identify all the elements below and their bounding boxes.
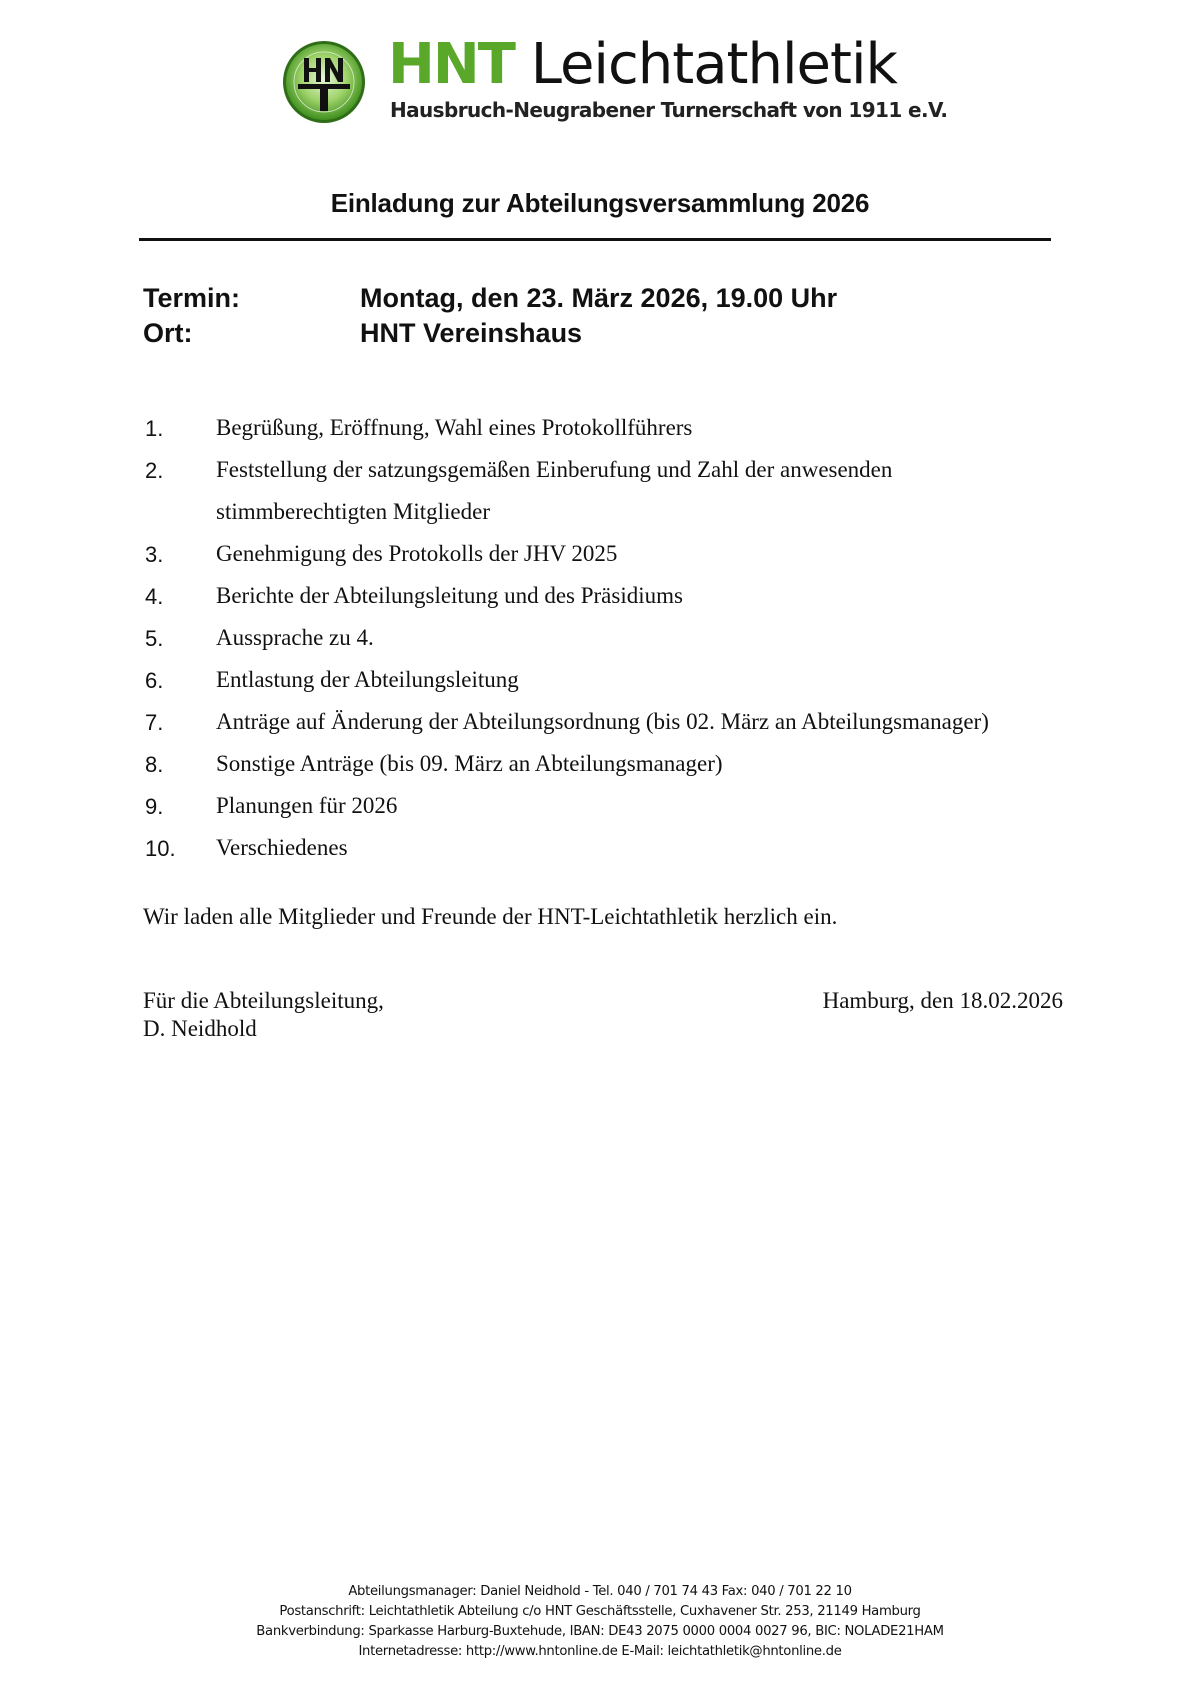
footer-address: Postanschrift: Leichtathletik Abteilung c/o HNT Geschäftsstelle, Cuxhavener Str. 253, 21149 Hamburg (279, 1604, 921, 1619)
agenda-text: Sonstige Anträge (bis 09. März an Abteilungsmanager) (216, 751, 723, 776)
meta-value: Montag, den 23. März 2026, 19.00 Uhr (360, 283, 838, 313)
signature-name: D. Neidhold (143, 1016, 257, 1041)
footer-bank: Bankverbindung: Sparkasse Harburg-Buxtehude, IBAN: DE43 2075 0000 0004 0027 96, BIC: NOLADE21HAM (256, 1624, 944, 1639)
logo-brand: HNT (388, 32, 514, 97)
signature-line-1: Für die Abteilungsleitung, (143, 988, 384, 1013)
agenda-number: 5. (145, 626, 164, 651)
agenda-number: 8. (145, 752, 164, 777)
agenda-number: 7. (145, 710, 164, 735)
letterhead-footer (0, 1582, 1200, 1662)
footer-web-email: Internetadresse: http://www.hntonline.de E-Mail: leichtathletik@hntonline.de (358, 1644, 842, 1659)
club-emblem-icon (282, 40, 366, 124)
logo-subtitle: Hausbruch-Neugrabener Turnerschaft von 1911 e.V. (390, 98, 948, 122)
agenda-number: 10. (145, 836, 176, 861)
agenda-number: 9. (145, 794, 164, 819)
place-date: Hamburg, den 18.02.2026 (822, 988, 1063, 1013)
agenda-number: 2. (145, 458, 164, 483)
meta-label: Termin: (143, 283, 241, 313)
meta-label: Ort: (143, 318, 193, 348)
agenda-text: Entlastung der Abteilungsleitung (216, 667, 519, 692)
agenda-text: Anträge auf Änderung der Abteilungsordnung (bis 02. März an Abteilungsmanager) (216, 709, 989, 734)
agenda-text: Planungen für 2026 (216, 793, 398, 818)
agenda-text: Begrüßung, Eröffnung, Wahl eines Protokollführers (216, 415, 693, 440)
logo-title (388, 32, 897, 98)
agenda-number: 6. (145, 668, 164, 693)
meta-value: HNT Vereinshaus (360, 318, 583, 348)
agenda-text: Berichte der Abteilungsleitung und des Präsidiums (216, 583, 683, 608)
agenda-number: 1. (145, 416, 164, 441)
agenda-text: Feststellung der satzungsgemäßen Einberufung und Zahl der anwesenden stimmberechtigten Mitglieder (216, 457, 893, 524)
agenda-number: 3. (145, 542, 164, 567)
club-logo (282, 32, 948, 128)
agenda-text: Genehmigung des Protokolls der JHV 2025 (216, 541, 618, 566)
footer-contact: Abteilungsmanager: Daniel Neidhold - Tel. 040 / 701 74 43 Fax: 040 / 701 22 10 (348, 1584, 852, 1599)
agenda-number: 4. (145, 584, 164, 609)
title-divider (139, 238, 1051, 241)
agenda-text: Verschiedenes (216, 835, 348, 860)
document-title: Einladung zur Abteilungsversammlung 2026 (330, 188, 870, 218)
agenda-text: Aussprache zu 4. (216, 625, 374, 650)
logo-title-rest: Leichtathletik (513, 32, 897, 97)
invitation-text: Wir laden alle Mitglieder und Freunde der HNT-Leichtathletik herzlich ein. (143, 904, 838, 929)
